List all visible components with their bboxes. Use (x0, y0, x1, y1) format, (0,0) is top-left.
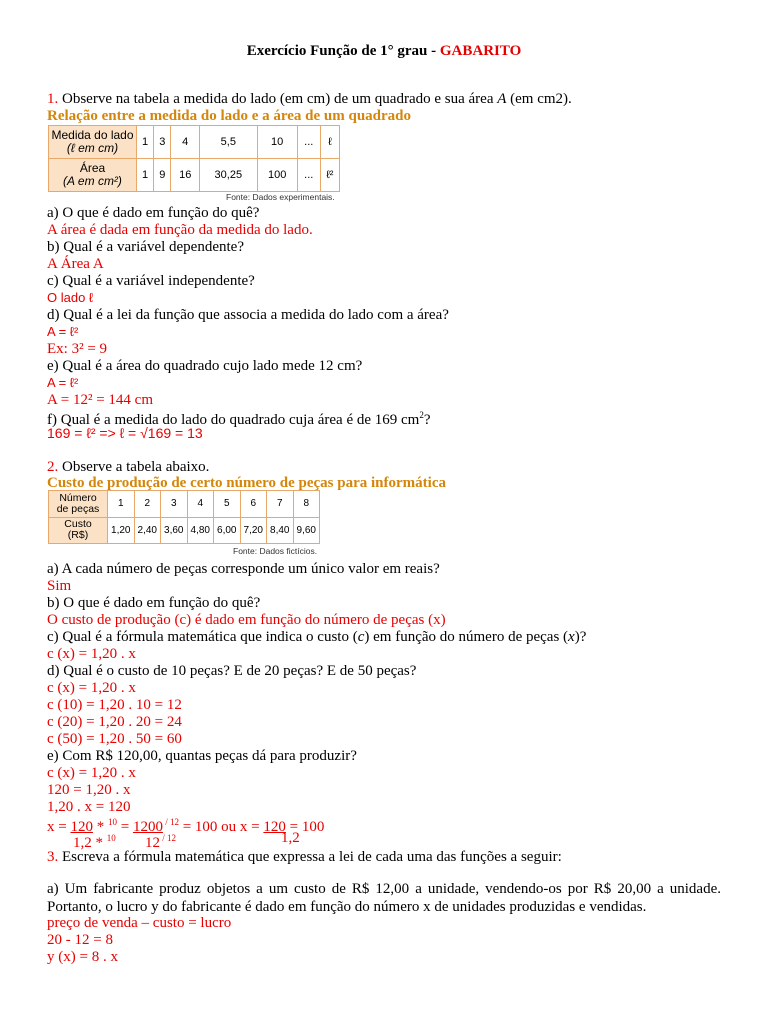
q2-a-answer: Sim (47, 578, 72, 594)
q2-d-answer-1: c (x) = 1,20 . x (47, 680, 136, 696)
q3-a-answer-3: y (x) = 8 . x (47, 949, 118, 965)
table-cell: 1 (108, 491, 135, 518)
q1-c-answer: O lado ℓ (47, 290, 94, 305)
title-highlight: GABARITO (439, 43, 522, 59)
q2-e-fraction-denominator-2: 12 $^{/ 12}$ (145, 833, 177, 851)
q1-f-question: f) Qual é a medida do lado do quadrado cuja área é de 169 $cm^2$? (47, 410, 431, 428)
table-cell: 8,40 (267, 517, 294, 544)
q2-table-header-custo: Custo (R$) (49, 517, 108, 544)
table-cell: 2 (134, 491, 161, 518)
q2-e-fraction-denominator-3: 1,2 (281, 830, 300, 846)
table-cell: 3,60 (161, 517, 188, 544)
q1-b-question: b) Qual é a variável dependente? (47, 239, 244, 255)
table-cell: 5 (214, 491, 241, 518)
table-cell: 1 (137, 159, 154, 192)
table-cell: 7,20 (240, 517, 267, 544)
table-cell: 30,25 (200, 159, 258, 192)
table-cell: ℓ (320, 126, 339, 159)
q1-d-question: d) Qual é a lei da função que associa a medida do lado com a área? (47, 307, 449, 323)
table-cell: 4 (171, 126, 200, 159)
q1-e-answer: A = 12² = 144 cm (47, 392, 153, 408)
q1-c-question: c) Qual é a variável independente? (47, 273, 255, 289)
q1-table-title: Relação entre a medida do lado e a área de um quadrado (47, 108, 412, 124)
q2-b-question: b) O que é dado em função do quê? (47, 595, 261, 611)
q1-table-header-area: Área (A em cm²) (49, 159, 137, 192)
q2-table-source: Fonte: Dados fictícios. (233, 546, 318, 556)
q3-statement: 3. Escreva a fórmula matemática que expressa a lei de cada uma das funções a seguir: (47, 849, 562, 865)
table-cell: 9 (154, 159, 171, 192)
q1-d-example: Ex: 3² = 9 (47, 341, 108, 357)
table-cell: 3 (161, 491, 188, 518)
q2-d-answer-3: c (20) = 1,20 . 20 = 24 (47, 714, 182, 730)
table-cell: 100 (257, 159, 297, 192)
q3-a-text: a) Um fabricante produz objetos a um custo de R$ 12,00 a unidade, vendendo-os por R$ 20,00 a unidade. Portanto, o lucro y do fabricante é dado em função do número x de unidades produzidas e vendidas. (47, 881, 721, 915)
q1-a-answer: A área é dada em função da medida do lado. (47, 222, 313, 238)
table-cell: 4 (187, 491, 214, 518)
q1-table (48, 125, 340, 192)
q2-e-question: e) Com R$ 120,00, quantas peças dá para produzir? (47, 748, 357, 764)
q2-d-answer-4: c (50) = 1,20 . 50 = 60 (47, 731, 182, 747)
q2-c-question: c) Qual é a fórmula matemática que indica o custo (c) em função do número de peças (x)? (47, 629, 587, 645)
q1-f-answer: 169 = ℓ² => ℓ = √169 = 13 (47, 425, 203, 441)
q1-b-answer: A Área A (47, 256, 104, 272)
table-cell: ℓ² (320, 159, 339, 192)
q2-table (48, 490, 320, 544)
q3-a-answer-1: preço de venda – custo = lucro (47, 915, 232, 931)
page-title: Exercício Função de 1° grau - GABARITO (246, 43, 522, 59)
table-cell: 5,5 (200, 126, 258, 159)
table-cell: 6 (240, 491, 267, 518)
q2-c-answer: c (x) = 1,20 . x (47, 646, 136, 662)
q2-table-header-pecas: Número de peças (49, 491, 108, 518)
table-cell: 3 (154, 126, 171, 159)
q1-table-source: Fonte: Dados experimentais. (226, 192, 335, 202)
q2-a-question: a) A cada número de peças corresponde um único valor em reais? (47, 561, 440, 577)
table-cell: ... (297, 126, 320, 159)
q3-a-answer-2: 20 - 12 = 8 (47, 932, 113, 948)
q2-statement: 2. Observe a tabela abaixo. (47, 459, 210, 475)
table-cell: 1 (137, 126, 154, 159)
table-cell: 8 (293, 491, 320, 518)
q1-table-header-lado: Medida do lado (ℓ em cm) (49, 126, 137, 159)
table-cell: 6,00 (214, 517, 241, 544)
q1-e-answer-formula: A = ℓ² (47, 375, 79, 390)
q1-e-question: e) Qual é a área do quadrado cujo lado mede 12 cm? (47, 358, 363, 374)
table-cell: 7 (267, 491, 294, 518)
q2-e-answer-3: 1,20 . x = 120 (47, 799, 131, 815)
table-cell: 16 (171, 159, 200, 192)
q1-a-question: a) O que é dado em função do quê? (47, 205, 260, 221)
q2-d-answer-2: c (10) = 1,20 . 10 = 12 (47, 697, 182, 713)
table-cell: 10 (257, 126, 297, 159)
q2-b-answer: O custo de produção (c) é dado em função do número de peças (x) (47, 612, 446, 628)
q2-e-answer-1: c (x) = 1,20 . x (47, 765, 136, 781)
table-cell: 9,60 (293, 517, 320, 544)
table-cell: 4,80 (187, 517, 214, 544)
table-cell: 1,20 (108, 517, 135, 544)
q2-table-title: Custo de produção de certo número de peças para informática (47, 475, 446, 491)
q1-statement: 1. Observe na tabela a medida do lado (em cm) de um quadrado e sua área A (em cm2). (47, 91, 572, 107)
table-cell: ... (297, 159, 320, 192)
q2-d-question: d) Qual é o custo de 10 peças? E de 20 peças? E de 50 peças? (47, 663, 417, 679)
q1-d-answer: A = ℓ² (47, 324, 79, 339)
table-cell: 2,40 (134, 517, 161, 544)
q2-e-fraction-numerators: x = 120 * $^{10}$ = 1200 $^{/ 12}$ = 100 ou x = 120 = 100 (47, 817, 325, 835)
q2-e-answer-2: 120 = 1,20 . x (47, 782, 131, 798)
q2-e-fraction-denominator-1: 1,2 * $^{10}$ (73, 833, 116, 851)
